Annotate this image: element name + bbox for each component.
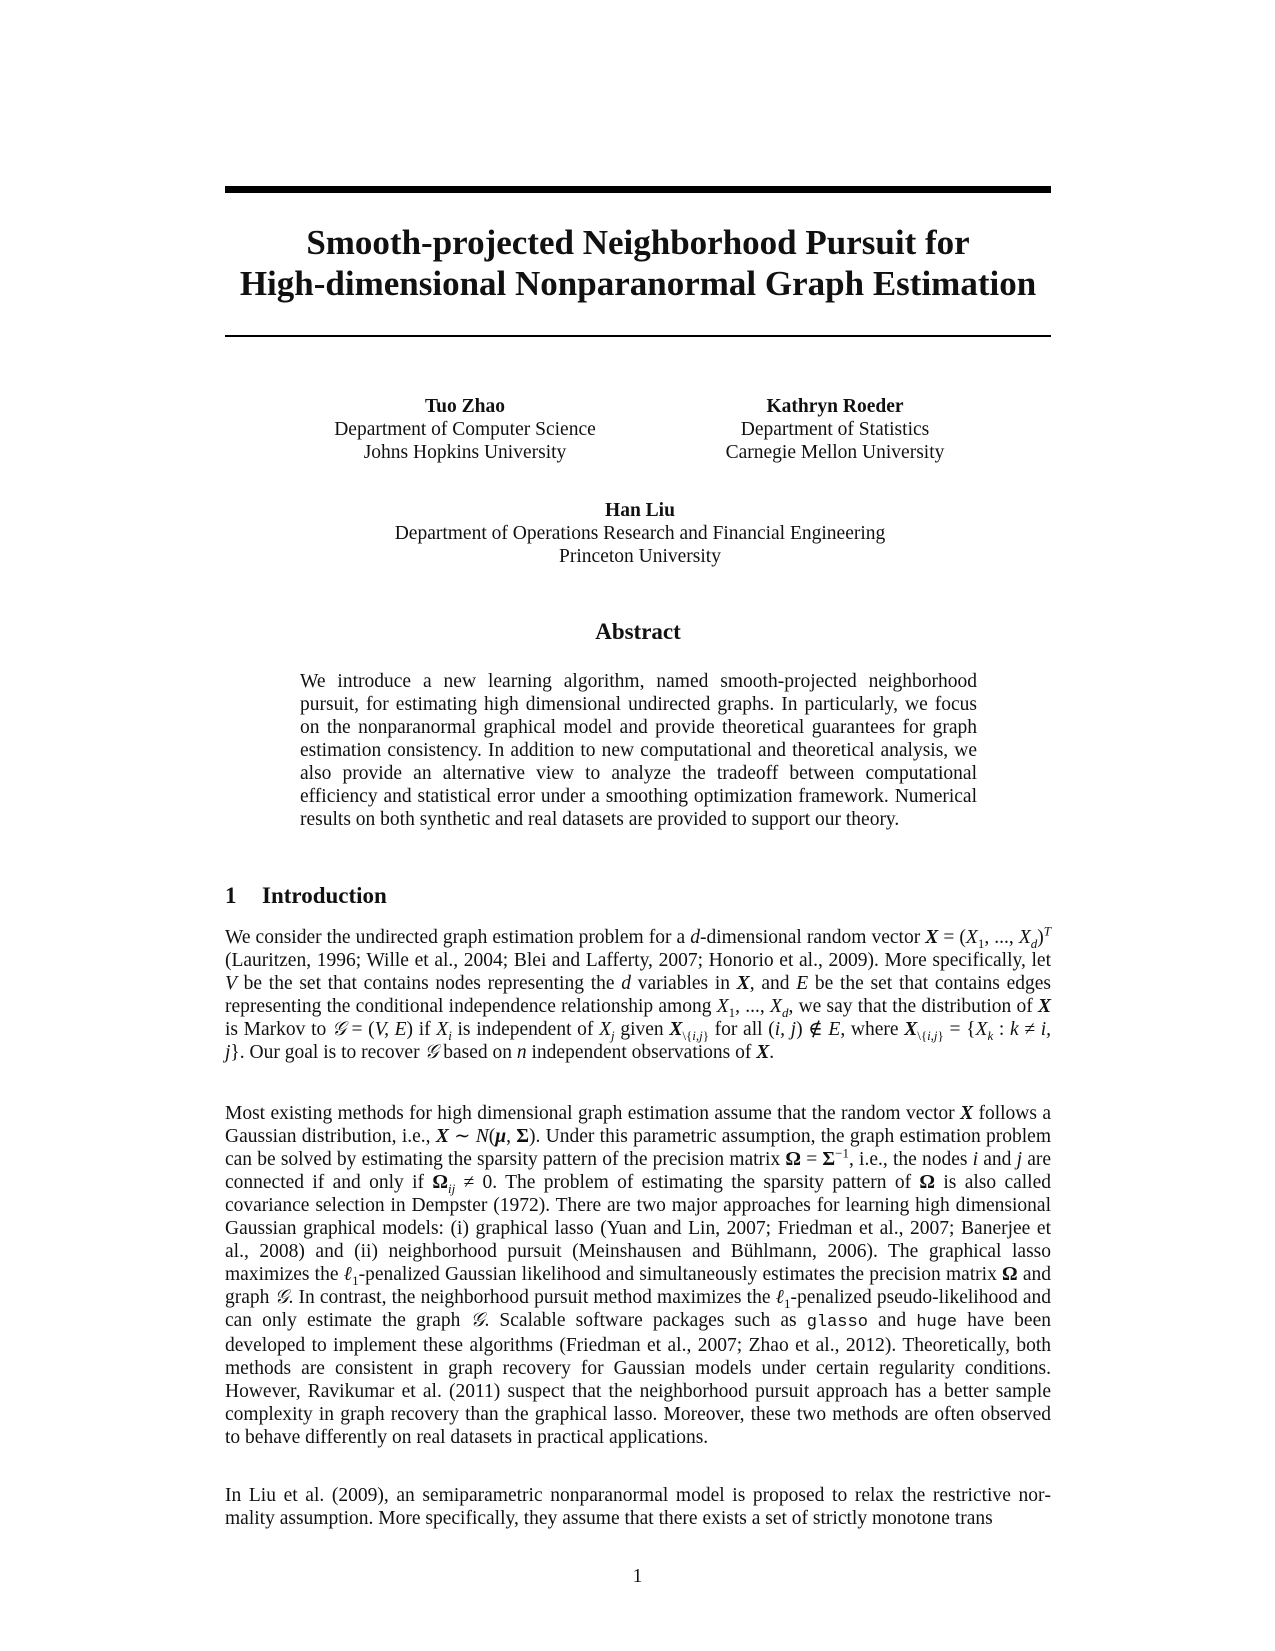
paper-title [225, 222, 1051, 304]
title-top-rule [225, 186, 1051, 193]
text-run: . Scalable software packages such as [484, 1310, 807, 1331]
author-department: Department of Operations Research and Financial Engineering [394, 523, 886, 544]
text-run: is independent of [451, 1019, 600, 1040]
text-run: , i.e., the nodes [849, 1149, 973, 1170]
author-name: Han Liu [605, 500, 675, 521]
section-heading [225, 883, 387, 909]
text-run: if [413, 1019, 437, 1040]
author-institution: Carnegie Mellon University [725, 442, 945, 463]
text-run: is also called covariance selection in Dempster (1972). There are two major approaches for learning high dimensional Gaussian graphical models: (i) graphical lasso (Yuan and Lin, 2007; Friedman et al., 2007; Banerjee et al., 2008) and (ii) neighborhood pursuit (Meinshausen and Bühlmann, 2006). The graphical lasso maximizes the [225, 1172, 1051, 1285]
abstract-heading: Abstract [595, 619, 681, 644]
author-block-1 [300, 395, 630, 464]
author-department: Department of Statistics [740, 419, 930, 440]
author-block-2 [680, 395, 990, 464]
title-bottom-rule [225, 335, 1051, 337]
author-name: Kathryn Roeder [766, 396, 904, 417]
text-run: -penalized pseudo-likelihood and can only estimate the graph [225, 1287, 1051, 1331]
text-run: We consider the undirected graph estimation problem for a [225, 927, 691, 948]
package-name: huge [916, 1313, 958, 1332]
intro-paragraph-1: We consider the undirected graph estimation problem for a d-dimensional random vector $X = (X_1$, ..., $X_d)^T$ (Lauritzen, 1996; Wille et al., 2004; Blei and Lafferty, 2007; Honorio et al., 2009). More specifically, let V be the set that contains nodes representing the d variables in X, and E be the set that contains edges representing the conditional independence relationship among $X_1$, ..., $X_d$, we say that the distribution of X is Markov to 𝒢 = (V, E) if $X_i$ is independent of $X_j$ given $X_{\backslash\{i,j\}}$ for all (i, j) ∉ E, where $X_{\backslash\{i,j\}} = \{X_k$ : k ≠ i, j}. Our goal is to recover 𝒢 based on n independent observations of X. [225, 923, 1052, 1063]
text-run: . In contrast, the neighborhood pursuit method maximizes the [288, 1287, 776, 1308]
package-name: glasso [806, 1313, 868, 1332]
text-run: , where [840, 1019, 905, 1040]
section-title: Introduction [262, 883, 387, 908]
title-line-2: High-dimensional Nonparanormal Graph Estimation [239, 264, 1037, 303]
intro-paragraph-3: In Liu et al. (2009), an semiparametric nonparanormal model is proposed to relax the restrictive normality assumption. More specifically, they assume that there exists a set of strictly monotone trans [225, 1485, 1051, 1529]
text-run: are connected if and only if [225, 1149, 1052, 1193]
text-run: given [614, 1019, 670, 1040]
abstract-text: We introduce a new learning algorithm, named smooth-projected neighborhood pursuit, for estimating high dimensional undirected graphs. In particularly, we focus on the nonparanormal graphical model and provide theoretical guarantees for graph estimation consistency. In addition to new computational and theoretical analysis, we also provide an alternative view to analyze the tradeoff between computational efficiency and statistical error under a smoothing optimization framework. Numerical results on both synthetic and real datasets are provided to support our theory. [300, 671, 977, 830]
text-run: Most existing methods for high dimensional graph estimation assume that the random vector [225, 1103, 961, 1124]
text-run: -penalized Gaussian likelihood and simultaneously estimates the precision matrix [358, 1264, 1003, 1285]
text-run: . Our goal is to recover [239, 1042, 425, 1063]
text-run: be the set that contains edges representing the conditional independence relationship among [225, 973, 1052, 1017]
text-run: and [978, 1149, 1017, 1170]
text-run: -dimensional random vector [699, 927, 926, 948]
title-line-1: Smooth-projected Neighborhood Pursuit for [306, 223, 970, 262]
text-run: follows a Gaussian distribution, i.e., [225, 1103, 1052, 1147]
page-number: 1 [632, 1566, 643, 1587]
author-institution: Princeton University [559, 546, 721, 567]
section-number: 1 [225, 883, 237, 908]
text-run: . Under this parametric assumption, the graph estimation problem can be solved by estimating the sparsity pattern of the precision matrix [225, 1126, 1051, 1170]
text-run: , and [749, 973, 797, 994]
text-run: and [867, 1310, 917, 1331]
text-run: variables in [631, 973, 737, 994]
text-run: have been developed to implement these algorithms (Friedman et al., 2007; Zhao et al., 2012). Theoretically, both methods are consistent in graph recovery for Gaussian models under certain regularity conditions. However, Ravikumar et al. (2011) suspect that the neighborhood pursuit approach has a better sample complexity in graph recovery than the graphical lasso. Moreover, these two methods are often observed to behave differently on real datasets in practical applications. [225, 1310, 1051, 1448]
intro-paragraph-2: Most existing methods for high dimensional graph estimation assume that the random vector X follows a Gaussian distribution, i.e., X ∼ N(μ, Σ). Under this parametric assumption, the graph estimation problem can be solved by estimating the sparsity pattern of the precision matrix $\Omega = \Sigma^{-1}$, i.e., the nodes i and j are connected if and only if $\Omega_{ij} \ne 0$. The problem of estimating the sparsity pattern of Ω is also called covariance selection in Dempster (1972). There are two major approaches for learning high dimensional Gaussian graphical models: (i) graphical lasso (Yuan and Lin, 2007; Friedman et al., 2007; Banerjee et al., 2008) and (ii) neighborhood pursuit (Meinshausen and Bühlmann, 2006). The graphical lasso maximizes the ℓ$_1$-penalized Gaussian likelihood and simultaneously estimates the precision matrix Ω and graph 𝒢. In contrast, the neighborhood pursuit method maximizes the ℓ$_1$-penalized pseudo-likelihood and can only estimate the graph 𝒢. Scalable software packages such as glasso and huge have been developed to implement these algorithms (Friedman et al., 2007; Zhao et al., 2012). Theoretically, both methods are consistent in graph recovery for Gaussian models under certain regularity conditions. However, Ravikumar et al. (2011) suspect that the neighborhood pursuit approach has a better sample complexity in graph recovery than the graphical lasso. Moreover, these two methods are often observed to behave differently on real datasets in practical applications. [225, 1103, 1052, 1448]
author-department: Department of Computer Science [334, 419, 596, 440]
author-block-3 [340, 499, 940, 568]
text-run: . The problem of estimating the sparsity pattern of [492, 1172, 920, 1193]
text-run: is Markov to [225, 1019, 332, 1040]
author-name: Tuo Zhao [424, 396, 506, 417]
text-run: , we say that the distribution of [788, 996, 1038, 1017]
author-institution: Johns Hopkins University [363, 442, 567, 463]
text-run: based on [438, 1042, 517, 1063]
text-run: for all [708, 1019, 769, 1040]
text-run: and graph [225, 1264, 1051, 1308]
text-run: (Lauritzen, 1996; Wille et al., 2004; Blei and Lafferty, 2007; Honorio et al., 2009). More specifically, let [225, 950, 1051, 971]
text-run: independent observations of [526, 1042, 757, 1063]
text-run: be the set that contains nodes representing the [236, 973, 622, 994]
